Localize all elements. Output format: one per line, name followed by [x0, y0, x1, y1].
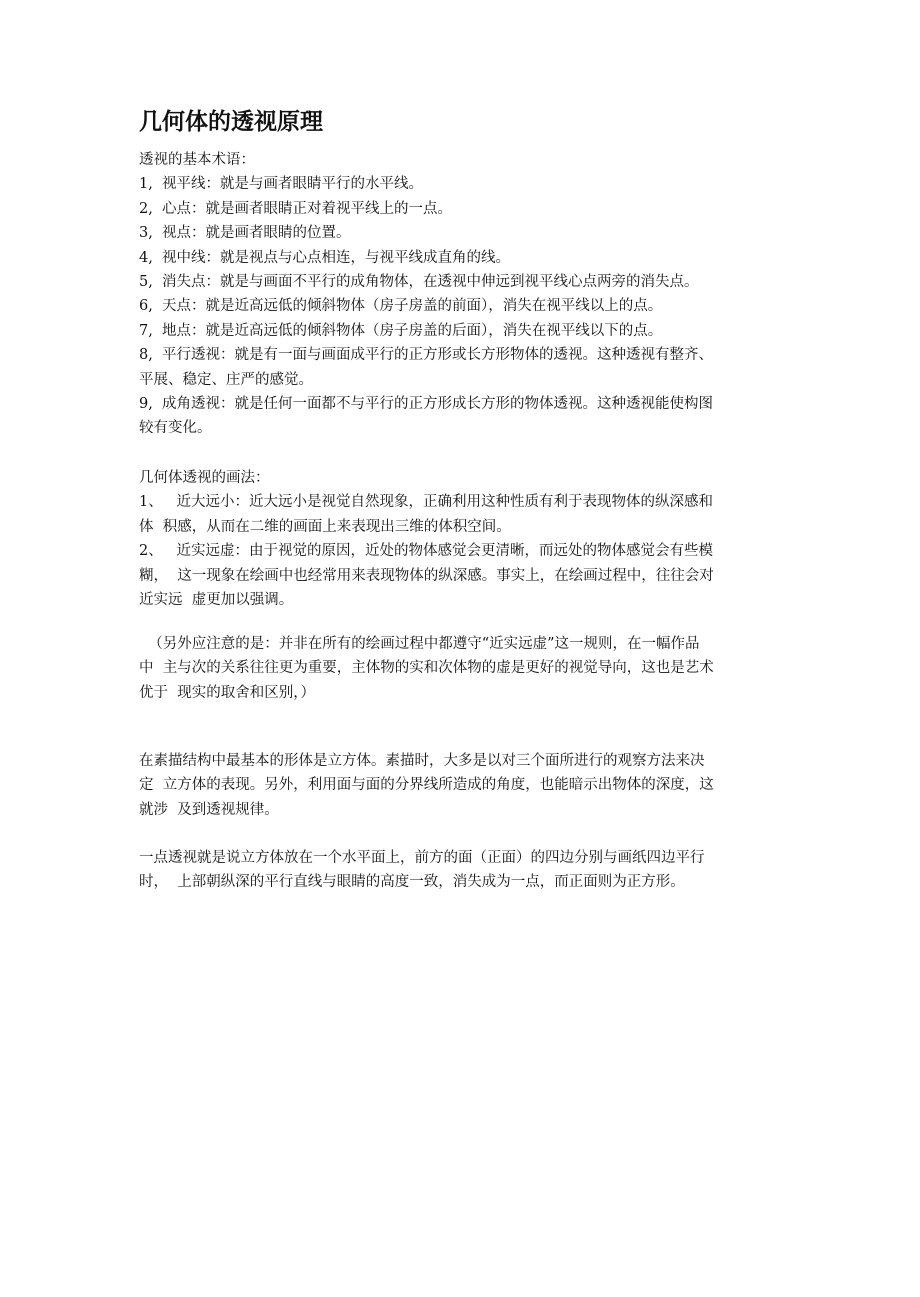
term-line: 2, 心点：就是画者眼睛正对着视平线上的一点。 [139, 200, 453, 217]
method-line: 糊， 这一现象在绘画中也经常用来表现物体的纵深感。事实上，在绘画过程中，往往会对 [139, 567, 714, 584]
term-line: 6, 天点：就是近高远低的倾斜物体（房子房盖的前面），消失在视平线以上的点。 [139, 298, 663, 315]
cube-paragraph [139, 749, 784, 822]
term-line: 较有变化。 [139, 420, 212, 437]
cube-line: 就涉 及到透视规律。 [139, 801, 279, 818]
term-line: 9, 成角透视：就是任何一面都不与平行的正方形成长方形的物体透视。这种透视能使构图 [139, 395, 714, 412]
method-line: 体 积感，从而在二维的画面上来表现出三维的体积空间。 [139, 518, 511, 535]
note-line: 中 主与次的关系往往更为重要，主体物的实和次体物的虚是更好的视觉导向，这也是艺术 [139, 660, 714, 677]
note-line: 优于 现实的取舍和区别，） [139, 684, 315, 701]
terms-section [139, 148, 784, 441]
term-line: 3, 视点：就是画者眼睛的位置。 [139, 225, 351, 242]
one-point-line: 一点透视就是说立方体放在一个水平面上，前方的面（正面）的四边分别与画纸四边平行 [139, 850, 705, 866]
method-line: 2、 近实远虚：由于视觉的原因，近处的物体感觉会更清晰，而远处的物体感觉会有些模 [139, 543, 714, 560]
note-line: （另外应注意的是：并非在所有的绘画过程中都遵守“近实远虚”这一规则，在一幅作品 [139, 636, 700, 652]
methods-section [139, 466, 784, 612]
method-line: 近实远 虚更加以强调。 [139, 591, 294, 608]
term-line: 7, 地点：就是近高远低的倾斜物体（房子房盖的后面），消失在视平线以下的点。 [139, 322, 663, 339]
methods-heading: 几何体透视的画法： [139, 470, 270, 486]
terms-heading: 透视的基本术语： [139, 152, 255, 168]
term-line: 5, 消失点：就是与画面不平行的成角物体，在透视中伸远到视平线心点两旁的消失点。 [139, 273, 699, 290]
method-line: 1、 近大远小：近大远小是视觉自然现象，正确利用这种性质有利于表现物体的纵深感和 [139, 494, 714, 511]
cube-line: 定 立方体的表现。另外，利用面与面的分界线所造成的角度，也能暗示出物体的深度，这 [139, 777, 714, 794]
one-point-paragraph [139, 846, 784, 895]
term-line: 平展、稳定、庄严的感觉。 [139, 371, 313, 388]
cube-line: 在素描结构中最基本的形体是立方体。素描时，大多是以对三个面所进行的观察方法来决 [139, 753, 705, 769]
one-point-line: 时， 上部朝纵深的平行直线与眼睛的高度一致，消失成为一点，而正面则为正方形。 [139, 874, 685, 891]
term-line: 8, 平行透视：就是有一面与画面成平行的正方形或长方形物体的透视。这种透视有整齐、 [139, 347, 714, 364]
note-paragraph [139, 632, 784, 705]
document-title: 几何体的透视原理 [139, 108, 323, 135]
term-line: 1, 视平线：就是与画者眼睛平行的水平线。 [139, 176, 424, 193]
term-line: 4, 视中线：就是视点与心点相连，与视平线成直角的线。 [139, 249, 511, 266]
